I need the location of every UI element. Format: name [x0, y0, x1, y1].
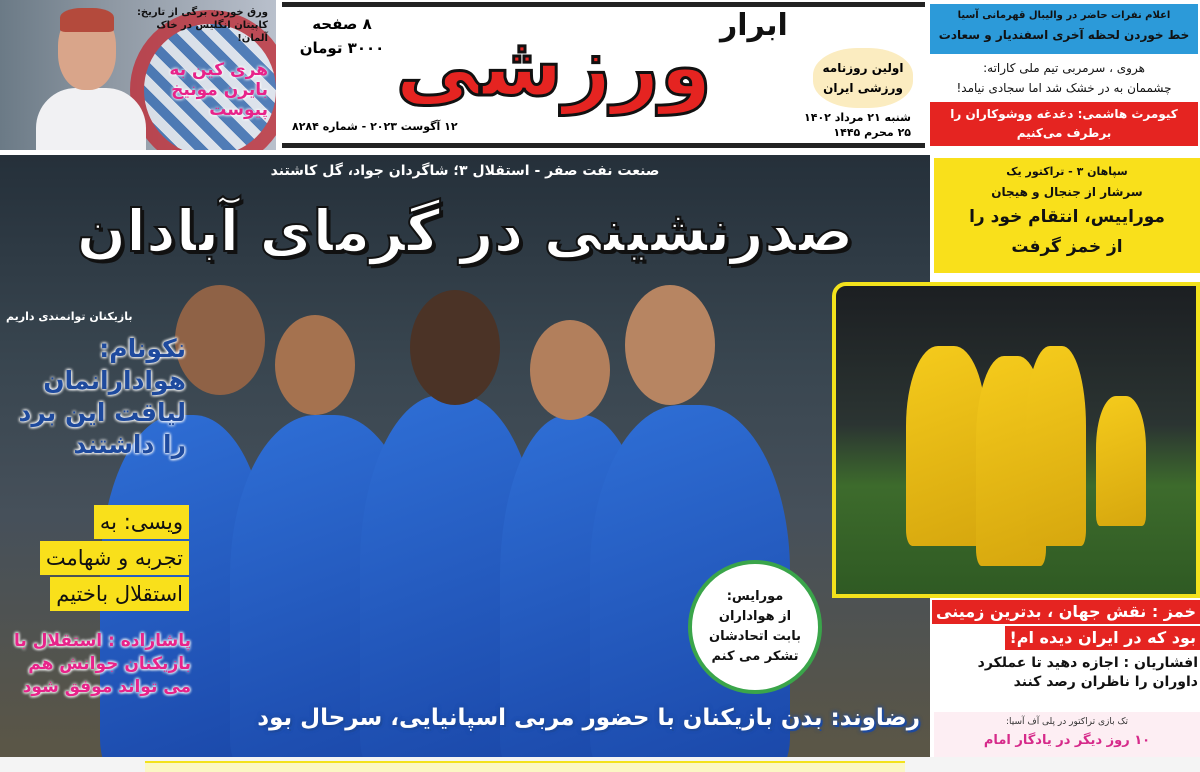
rezavand-quote[interactable]: رضاوند: بدن بازیکنان با حضور مربی اسپانیایی، سرحال بود: [257, 705, 920, 731]
headline: خط خوردن لحظه آخری اسفندیار و سعادت: [938, 28, 1190, 42]
kicker: تک بازی تراکتور در پلی آف آسیا:: [1005, 717, 1129, 727]
date-lunar: ۲۵ محرم ۱۴۴۵: [833, 126, 911, 139]
main-kicker: صنعت نفت صفر - استقلال ۳؛ شاگردان جواد، گل کاشتند: [270, 163, 660, 179]
headline: موراییس، انتقام خود را: [969, 207, 1165, 227]
main-story[interactable]: [0, 155, 930, 757]
line: بابت اتحادشان: [709, 629, 801, 644]
main-headline[interactable]: صدرنشینی در گرمای آبادان: [76, 197, 854, 265]
line: استقلال باختیم: [50, 577, 189, 611]
teaser-headline: هری کین به بایرن مونیخ پیوست: [169, 60, 268, 120]
badge-line: ورزشی ایران: [823, 81, 903, 95]
line: چشممان به در خشک شد اما سجادی نیامد!: [956, 81, 1172, 95]
newspaper-logo-sub: ابرار: [720, 8, 788, 43]
line: تجربه و شهامت: [40, 541, 189, 575]
slogan-badge: [813, 48, 913, 108]
line: هروی ، سرمربی تیم ملی کاراته:: [983, 61, 1145, 75]
tractor-playoff-box[interactable]: [934, 712, 1200, 757]
line: خمز : نقش جهان ، بدترین زمینی: [932, 600, 1200, 624]
volleyball-news[interactable]: [930, 4, 1198, 54]
date-box: [804, 110, 911, 140]
kicker: اعلام نفرات حاضر در والیبال قهرمانی آسیا: [957, 10, 1171, 21]
kicker: سپاهان ۳ - تراکتور یک: [1006, 165, 1128, 178]
date-solar: شنبه ۲۱ مرداد ۱۴۰۲: [804, 111, 911, 124]
line: کیومرث هاشمی: دغدغه ووشوکاران را: [950, 107, 1178, 121]
khamz-headline[interactable]: [934, 600, 1200, 652]
line: مورایس:: [726, 589, 784, 604]
teaser-kicker: ورق خوردن برگی از تاریخ: کاپیتان انگلیس در خاک آلمان!: [136, 7, 268, 44]
bottom-strip: [0, 757, 1200, 772]
bottom-band: [145, 761, 905, 772]
issue-number: ۱۲ آگوست ۲۰۲۳ - شماره ۸۲۸۴: [292, 120, 458, 133]
karate-news[interactable]: [930, 58, 1198, 100]
subtitle: سرشار از جنجال و هیجان: [991, 185, 1143, 199]
price-box: [292, 12, 392, 60]
sepahan-story[interactable]: [934, 158, 1200, 273]
wushu-news[interactable]: [930, 102, 1198, 146]
teaser-harry-kane[interactable]: [0, 0, 276, 150]
badge-line: اولین روزنامه: [822, 61, 904, 75]
afsharian-quote[interactable]: افشاریان : اجازه دهید تا عملکرد داوران را ناظران رصد کنند: [977, 655, 1198, 690]
side-quote-small: بازیکنان توانمندی داریم: [6, 310, 133, 323]
moraes-quote-circle[interactable]: [688, 560, 822, 694]
line: ویسی: به: [94, 505, 189, 539]
top-right-news: [928, 0, 1200, 150]
nekounam-quote[interactable]: نکونام: هوادارانمان لیاقت این برد را داشتند: [18, 334, 186, 459]
veisi-quote[interactable]: [4, 505, 189, 613]
line: بود که در ایران دیده ام!: [1005, 626, 1200, 650]
page-count: ۸ صفحه: [312, 15, 372, 33]
line: از هواداران: [718, 609, 792, 624]
newspaper-logo[interactable]: ورزشی: [395, 17, 712, 115]
price: ۳۰۰۰ تومان: [299, 39, 385, 57]
line: تشکر می کنم: [711, 649, 799, 664]
line: برطرف می‌کنیم: [1016, 126, 1112, 140]
headline: ۱۰ روز دیگر در یادگار امام: [983, 733, 1151, 748]
sepahan-photo: [832, 282, 1200, 598]
masthead: [282, 0, 925, 150]
divider: [282, 143, 925, 148]
headline: از خمز گرفت: [1011, 237, 1123, 257]
player-photo: [36, 10, 136, 150]
pashazadeh-quote[interactable]: پاشازاده : استقلال با بازیکنان جوانش هم می تواند موفق شود: [14, 631, 191, 697]
